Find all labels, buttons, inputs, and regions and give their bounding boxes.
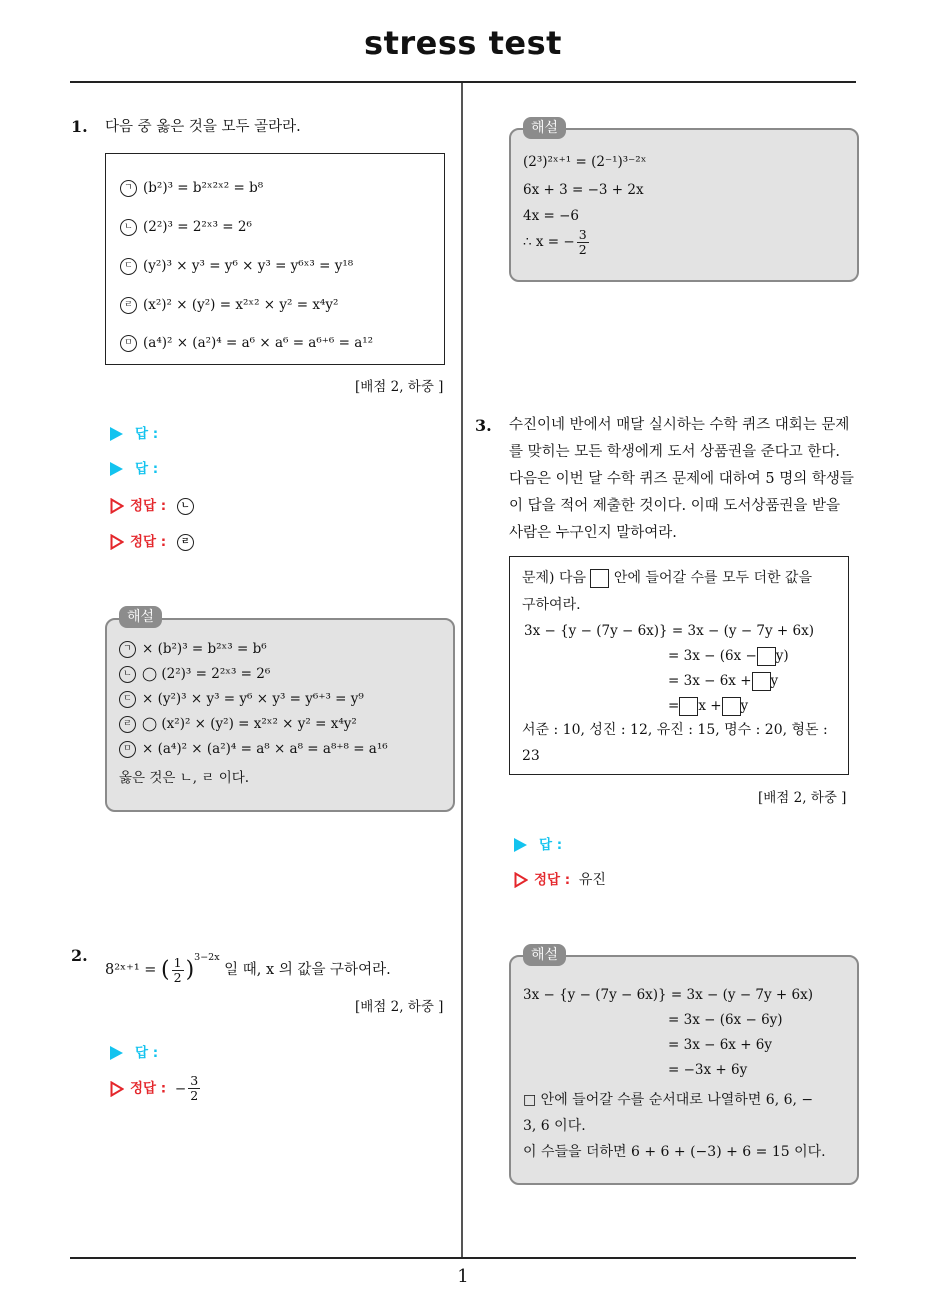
- correct-value: ㄹ: [177, 534, 194, 551]
- eq-part: y): [775, 648, 789, 664]
- footer-rule: [70, 1257, 856, 1259]
- option-mark: ㄹ: [120, 297, 137, 314]
- solution-expr: ∴ x = −: [523, 234, 575, 250]
- solution-expr: × (y²)³ × y³ = y⁶ × y³ = y⁶⁺³ = y⁹: [142, 691, 364, 707]
- q3-solution-tag: 해설: [523, 944, 566, 966]
- q1-solution-box: [105, 618, 455, 812]
- eq-part: =: [668, 698, 680, 714]
- correct-value: 유진: [578, 872, 606, 888]
- option-mark: ㄱ: [119, 641, 136, 658]
- frac-numerator: 3: [578, 227, 587, 242]
- option-expr: (a⁴)² × (a²)⁴ = a⁶ × a⁶ = a⁶⁺⁶ = a¹²: [143, 335, 374, 351]
- solution-expr: ◯ (x²)² × (y²) = x²ˣ² × y² = x⁴y²: [142, 716, 357, 732]
- q3-text-line: 를 맞히는 모든 학생에게 도서 상품권을 준다고 한다.: [509, 444, 841, 460]
- q3-number: 3.: [475, 416, 492, 435]
- q2-answer-row[interactable]: [110, 1041, 158, 1061]
- q1-score: [배점 2, 하중 ]: [355, 379, 444, 395]
- option-mark: ㄴ: [120, 219, 137, 236]
- frac-denominator: 2: [173, 969, 182, 985]
- correct-label: 정답 :: [534, 872, 571, 888]
- eq-part: x +: [698, 698, 722, 714]
- q2-expr-left: 8²ˣ⁺¹ =: [105, 962, 162, 978]
- box-eq2: [668, 644, 789, 669]
- box-eq1: 3x − {y − (7y − 6x)} = 3x − (y − 7y + 6x): [524, 623, 814, 639]
- blank-box: [590, 569, 609, 588]
- solution-eq: 3x − {y − (7y − 6x)} = 3x − (y − 7y + 6x): [523, 987, 813, 1003]
- correct-value: ㄴ: [177, 498, 194, 515]
- solution-eq: = 3x − (6x − 6y): [668, 1012, 783, 1028]
- frac-numerator: 3: [190, 1073, 199, 1088]
- play-arrow-icon: [110, 462, 123, 476]
- solution-expr: × (b²)³ = b²ˣ³ = b⁶: [142, 641, 267, 657]
- option-mark: ㄱ: [120, 180, 137, 197]
- q2-exponent: 3−2x: [194, 952, 220, 963]
- correct-label: 정답 :: [130, 1080, 167, 1097]
- q2-number: 2.: [71, 946, 88, 965]
- solution-text: 3, 6 이다.: [523, 1118, 586, 1134]
- box-intro-c: 구하여라.: [522, 597, 581, 613]
- solution-line: [119, 737, 388, 762]
- q1-correct-row-1: [110, 494, 200, 515]
- q1-options-box: [105, 153, 445, 365]
- eq-part: y: [740, 698, 749, 714]
- option-mark: ㅁ: [119, 741, 136, 758]
- solution-expr: × (a⁴)² × (a²)⁴ = a⁸ × a⁸ = a⁸⁺⁸ = a¹⁶: [142, 741, 388, 757]
- q2-score: [배점 2, 하중 ]: [355, 999, 444, 1015]
- solution-text: □ 안에 들어갈 수를 순서대로 나열하면 6, 6, −: [523, 1092, 814, 1108]
- play-arrow-icon: [514, 838, 527, 852]
- solution-line: [119, 712, 357, 737]
- q1-option: [120, 331, 373, 356]
- q2-solution-box: [509, 128, 859, 282]
- solution-line-final: [523, 228, 591, 257]
- column-divider: [461, 83, 463, 1258]
- box-intro-b: 안에 들어갈 수를 모두 더한 값을: [613, 570, 812, 586]
- q3-problem-box: [509, 556, 849, 775]
- eq-part: = 3x − (6x −: [668, 648, 757, 664]
- option-mark: ㄴ: [119, 666, 136, 683]
- q3-text-line: 이 답을 적어 제출한 것이다. 이때 도서상품권을 받을: [509, 498, 841, 514]
- q1-text: 다음 중 옳은 것을 모두 골라라.: [105, 119, 301, 135]
- blank-box: [752, 672, 771, 691]
- box-intro: [522, 566, 812, 591]
- solution-expr: ◯ (2²)³ = 2²ˣ³ = 2⁶: [142, 666, 271, 682]
- blank-box: [679, 697, 698, 716]
- q2-correct-row: [110, 1074, 202, 1103]
- q1-option: [120, 215, 252, 240]
- answer-label: 답 :: [135, 461, 159, 477]
- q3-solution-box: [509, 955, 859, 1185]
- q3-text-line: 다음은 이번 달 수학 퀴즈 문제에 대하여 5 명의 학생들: [509, 471, 854, 487]
- option-mark: ㄷ: [120, 258, 137, 275]
- solution-eq: = 3x − 6x + 6y: [668, 1037, 773, 1053]
- solution-eq: = −3x + 6y: [668, 1062, 748, 1078]
- play-arrow-icon: [110, 427, 123, 441]
- q1-solution-tag: 해설: [119, 606, 162, 628]
- solution-line: [119, 687, 364, 712]
- frac-denominator: 2: [578, 242, 587, 257]
- eq-part: y: [770, 673, 779, 689]
- option-expr: (2²)³ = 2²ˣ³ = 2⁶: [143, 219, 252, 235]
- open-triangle-icon: [110, 1081, 124, 1097]
- students-line: 서준 : 10, 성진 : 12, 유진 : 15, 명수 : 20, 형돈 :: [522, 722, 828, 738]
- frac-denominator: 2: [190, 1088, 199, 1103]
- q3-answer-row[interactable]: [514, 833, 562, 853]
- open-triangle-icon: [514, 872, 528, 888]
- q1-option: [120, 293, 338, 318]
- solution-line: [119, 662, 270, 687]
- option-mark: ㄷ: [119, 691, 136, 708]
- correct-label: 정답 :: [130, 534, 167, 550]
- q1-number: 1.: [71, 117, 88, 136]
- box-intro-a: 문제) 다음: [522, 570, 587, 586]
- solution-line: [119, 637, 267, 662]
- q2-text: [105, 944, 391, 985]
- q2-solution-tag: 해설: [523, 117, 566, 139]
- q3-text-line: 수진이네 반에서 매달 실시하는 수학 퀴즈 대회는 문제: [509, 417, 850, 433]
- q2-text-after: 일 때, x 의 값을 구하여라.: [219, 962, 391, 978]
- play-arrow-icon: [110, 1046, 123, 1060]
- option-expr: (y²)³ × y³ = y⁶ × y³ = y⁶ˣ³ = y¹⁸: [143, 258, 354, 274]
- q1-answer-row-2[interactable]: [110, 457, 158, 477]
- answer-label: 답 :: [135, 1045, 159, 1061]
- page-number: 1: [457, 1266, 469, 1287]
- correct-sign: −: [174, 1080, 187, 1097]
- option-mark: ㅁ: [120, 335, 137, 352]
- q1-option: [120, 254, 353, 279]
- paren-left: (: [161, 957, 170, 983]
- q2-fraction: [172, 956, 184, 985]
- document-title: stress test: [364, 24, 562, 62]
- option-expr: (x²)² × (y²) = x²ˣ² × y² = x⁴y²: [143, 297, 339, 313]
- box-eq3: [668, 669, 778, 694]
- answer-label: 답 :: [539, 837, 563, 853]
- solution-fraction: [577, 228, 589, 257]
- solution-text: 이 수들을 더하면 6 + 6 + (−3) + 6 = 15 이다.: [523, 1144, 826, 1160]
- eq-part: = 3x − 6x +: [668, 673, 752, 689]
- answer-label: 답 :: [135, 426, 159, 442]
- option-mark: ㄹ: [119, 716, 136, 733]
- solution-conclusion: 옳은 것은 ㄴ, ㄹ 이다.: [119, 770, 250, 786]
- q3-text-line: 사람은 누구인지 말하여라.: [509, 525, 677, 541]
- open-triangle-icon: [110, 534, 124, 550]
- correct-label: 정답 :: [130, 498, 167, 514]
- q1-answer-row-1[interactable]: [110, 422, 158, 442]
- paren-right: ): [185, 957, 195, 983]
- header-rule: [70, 81, 856, 83]
- solution-line: (2³)²ˣ⁺¹ = (2⁻¹)³⁻²ˣ: [523, 154, 647, 170]
- solution-line: 6x + 3 = −3 + 2x: [523, 182, 644, 198]
- open-triangle-icon: [110, 498, 124, 514]
- q1-option: [120, 176, 263, 201]
- box-eq4: [668, 694, 748, 719]
- students-line: 23: [522, 748, 540, 764]
- correct-fraction: [188, 1074, 200, 1103]
- q3-score: [배점 2, 하중 ]: [758, 790, 847, 806]
- q1-correct-row-2: [110, 530, 200, 551]
- frac-numerator: 1: [173, 954, 182, 970]
- solution-line: 4x = −6: [523, 208, 579, 224]
- blank-box: [757, 647, 776, 666]
- blank-box: [722, 697, 741, 716]
- q3-correct-row: [514, 868, 606, 889]
- option-expr: (b²)³ = b²ˣ²ˣ² = b⁸: [143, 180, 264, 196]
